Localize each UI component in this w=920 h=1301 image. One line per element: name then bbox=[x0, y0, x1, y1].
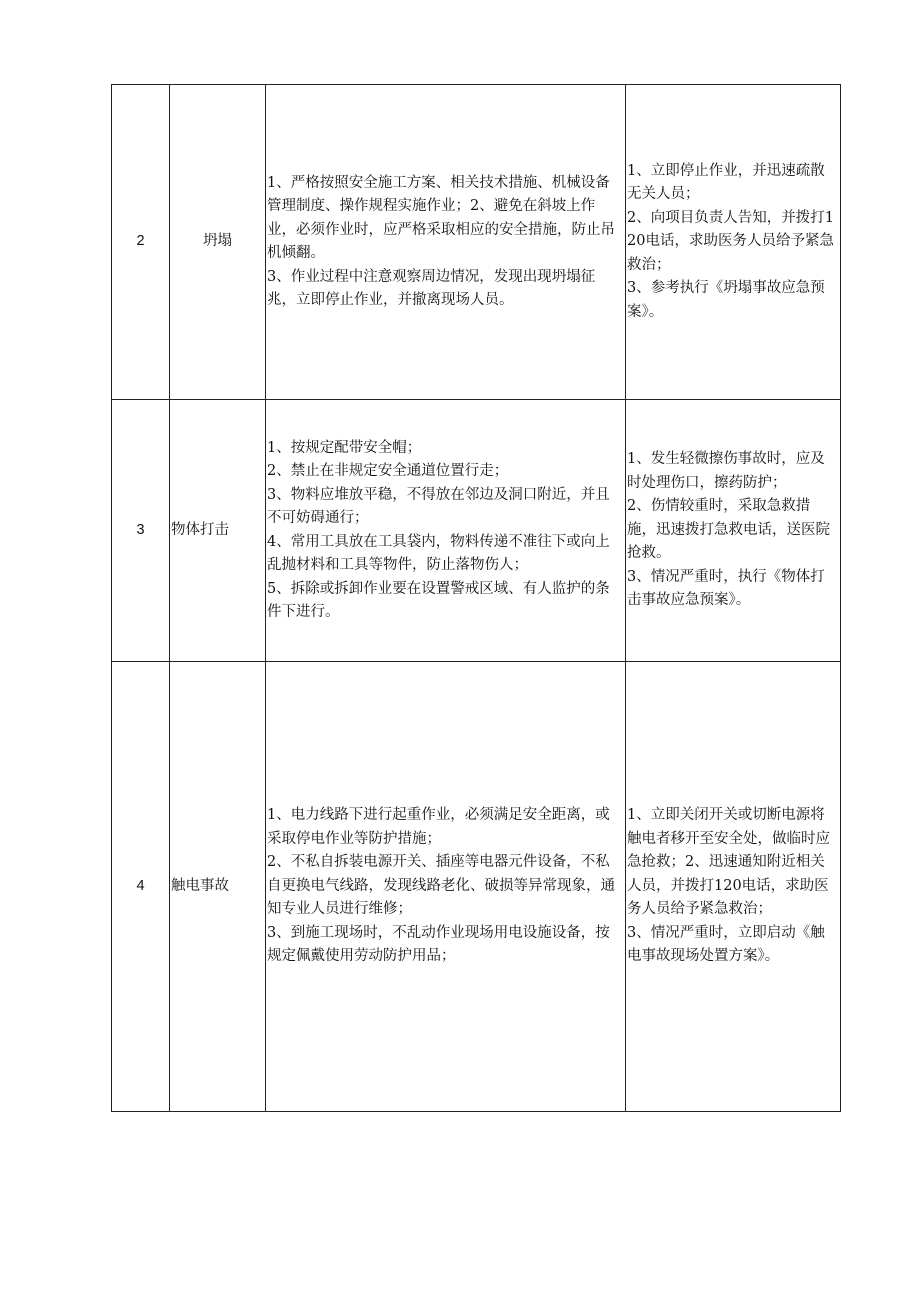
measure-item: 1、严格按照安全施工方案、相关技术措施、机械设备管理制度、操作规程实施作业；2、避免在斜坡上作业，必须作业时，应严格采取相应的安全措施，防止吊机倾翻。 bbox=[267, 174, 615, 261]
hazard-type: 坍塌 bbox=[170, 85, 266, 400]
row-number: 3 bbox=[112, 400, 170, 662]
row-number: 2 bbox=[112, 85, 170, 400]
emergency-measures bbox=[626, 662, 841, 1112]
emergency-item: 1、发生轻微擦伤事故时，应及时处理伤口，擦药防护； bbox=[627, 451, 825, 491]
emergency-item: 3、情况严重时，立即启动《触电事故现场处置方案》。 bbox=[627, 924, 825, 965]
emergency-item: 1、立即关闭开关或切断电源将触电者移开至安全处，做临时应急抢救；2、迅速通知附近相关人员，并拨打120电话，求助医务人员给予紧急救治； bbox=[627, 807, 830, 918]
row-number: 4 bbox=[112, 662, 170, 1112]
emergency-item: 3、参考执行《坍塌事故应急预案》。 bbox=[627, 280, 825, 320]
emergency-item: 2、伤情较重时，采取急救措施，迅速拨打急救电话，送医院抢救。 bbox=[627, 498, 830, 562]
table-row bbox=[112, 400, 841, 662]
hazard-type: 触电事故 bbox=[170, 662, 266, 1112]
measure-item: 2、不私自拆装电源开关、插座等电器元件设备，不私自更换电气线路，发现线路老化、破损等异常现象，通知专业人员进行维修； bbox=[267, 854, 615, 918]
emergency-item: 1、立即停止作业，并迅速疏散无关人员； bbox=[627, 162, 825, 203]
measure-item: 4、常用工具放在工具袋内，物料传递不准往下或向上乱抛材料和工具等物件，防止落物伤人； bbox=[267, 533, 610, 573]
prevention-measures bbox=[266, 400, 626, 662]
measure-item: 5、拆除或拆卸作业要在设置警戒区域、有人监护的条件下进行。 bbox=[267, 580, 610, 620]
table-row bbox=[112, 85, 841, 400]
measure-item: 2、禁止在非规定安全通道位置行走； bbox=[267, 463, 509, 479]
table-row bbox=[112, 662, 841, 1112]
emergency-item: 2、向项目负责人告知，并拨打120电话，求助医务人员给予紧急救治； bbox=[627, 209, 834, 273]
prevention-measures bbox=[266, 85, 626, 400]
measure-item: 3、物料应堆放平稳，不得放在邻边及洞口附近，并且不可妨碍通行； bbox=[267, 486, 610, 526]
emergency-measures bbox=[626, 85, 841, 400]
measure-item: 3、作业过程中注意观察周边情况，发现出现坍塌征兆，立即停止作业，并撤离现场人员。 bbox=[267, 268, 596, 308]
emergency-item: 3、情况严重时，执行《物体打击事故应急预案》。 bbox=[627, 568, 825, 609]
prevention-measures bbox=[266, 662, 626, 1112]
emergency-measures bbox=[626, 400, 841, 662]
measure-item: 1、电力线路下进行起重作业，必须满足安全距离，或采取停电作业等防护措施； bbox=[267, 807, 610, 847]
document-page bbox=[111, 84, 840, 1112]
measure-item: 3、到施工现场时，不乱动作业现场用电设施设备，按规定佩戴使用劳动防护用品； bbox=[267, 924, 610, 965]
hazard-type: 物体打击 bbox=[170, 400, 266, 662]
measure-item: 1、按规定配带安全帽； bbox=[267, 439, 422, 456]
risk-table bbox=[111, 84, 841, 1112]
